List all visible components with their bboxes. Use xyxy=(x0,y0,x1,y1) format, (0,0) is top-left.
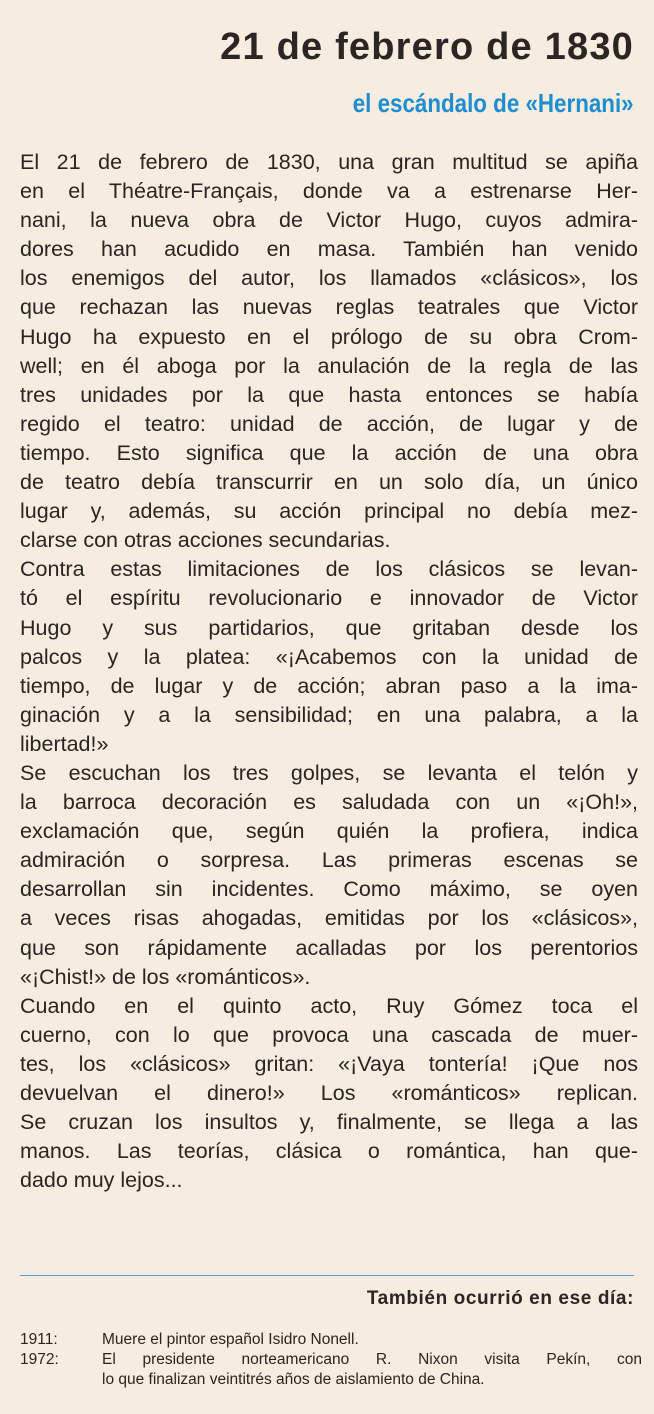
body-line: tes, los «clásicos» gritan: «¡Vaya tontería! ¡Que nos xyxy=(20,1051,638,1076)
event-year: 1972: xyxy=(20,1351,59,1368)
body-line: well; en él aboga por la anulación de la regla de las xyxy=(20,353,638,378)
body-line: Contra estas limitaciones de los clásicos se levan- xyxy=(20,557,638,582)
body-line: nani, la nueva obra de Victor Hugo, cuyos admira- xyxy=(20,208,638,233)
body-line: tiempo. Esto significa que la acción de una obra xyxy=(20,440,638,465)
body-line: que son rápidamente acalladas por los perentorios xyxy=(20,935,638,960)
body-line: Hugo ha expuesto en el prólogo de su obra Crom- xyxy=(20,324,638,349)
event-line: El presidente norteamericano R. Nixon visita Pekín, con xyxy=(102,1351,642,1368)
body-line: tiempo, de lugar y de acción; abran paso a la ima- xyxy=(20,673,638,698)
body-line: de teatro debía transcurrir en un solo día, un único xyxy=(20,470,638,495)
body-line: Hugo y sus partidarios, que gritaban desde los xyxy=(20,615,638,640)
body-line: que rechazan las nuevas reglas teatrales que Victor xyxy=(20,295,638,320)
body-line: «¡Chist!» de los «románticos». xyxy=(20,964,311,989)
body-line: El 21 de febrero de 1830, una gran multitud se apiña xyxy=(20,150,638,174)
body-line: clarse con otras acciones secundarias. xyxy=(20,528,391,553)
body-line: Cuando en el quinto acto, Ruy Gómez toca el xyxy=(20,993,638,1018)
body-line: desarrollan sin incidentes. Como máximo, se oyen xyxy=(20,877,638,902)
body-line: tó el espíritu revolucionario e innovador de Victor xyxy=(20,586,638,611)
also-happened-heading: También ocurrió en ese día: xyxy=(366,1288,634,1309)
article-body xyxy=(20,148,638,1195)
event-line: Muere el pintor español Isidro Nonell. xyxy=(102,1331,359,1348)
body-line: dores han acudido en masa. También han venido xyxy=(20,237,638,262)
section-divider xyxy=(20,1275,634,1276)
body-line: Se escuchan los tres golpes, se levanta el telón y xyxy=(20,760,638,785)
body-line: libertad!» xyxy=(20,731,109,756)
event-item xyxy=(20,1350,642,1390)
events-list xyxy=(20,1330,642,1390)
body-line: manos. Las teorías, clásica o romántica, han que- xyxy=(20,1139,638,1164)
body-line: Se cruzan los insultos y, finalmente, se llega a las xyxy=(20,1110,638,1135)
body-line: lugar y, además, su acción principal no debía mez- xyxy=(20,499,638,524)
event-item xyxy=(20,1330,642,1350)
article-title: 21 de febrero de 1830 xyxy=(220,26,634,68)
event-year: 1911: xyxy=(20,1331,58,1348)
body-line: cuerno, con lo que provoca una cascada de muer- xyxy=(20,1022,638,1047)
body-line: exclamación que, según quién la profiera, indica xyxy=(20,819,638,844)
body-line: en el Théatre-Français, donde va a estrenarse Her- xyxy=(20,179,638,204)
event-line: lo que finalizan veintitrés años de aislamiento de China. xyxy=(102,1371,485,1388)
body-line: los enemigos del autor, los llamados «clásicos», los xyxy=(20,266,638,291)
body-line: devuelvan el dinero!» Los «románticos» replican. xyxy=(20,1081,638,1105)
body-line: regido el teatro: unidad de acción, de lugar y de xyxy=(20,411,638,436)
event-text xyxy=(102,1350,642,1390)
body-line: palcos y la platea: «¡Acabemos con la unidad de xyxy=(20,644,638,669)
event-text xyxy=(102,1330,642,1350)
body-line: dado muy lejos... xyxy=(20,1168,183,1193)
body-line: a veces risas ahogadas, emitidas por los «clásicos», xyxy=(20,906,638,931)
body-line: tres unidades por la que hasta entonces se había xyxy=(20,382,638,407)
body-line: la barroca decoración es saludada con un «¡Oh!», xyxy=(20,790,638,815)
article-subtitle: el escándalo de «Hernani» xyxy=(353,88,634,118)
body-line: ginación y a la sensibilidad; en una palabra, a la xyxy=(20,702,638,727)
body-line: admiración o sorpresa. Las primeras escenas se xyxy=(20,848,638,873)
